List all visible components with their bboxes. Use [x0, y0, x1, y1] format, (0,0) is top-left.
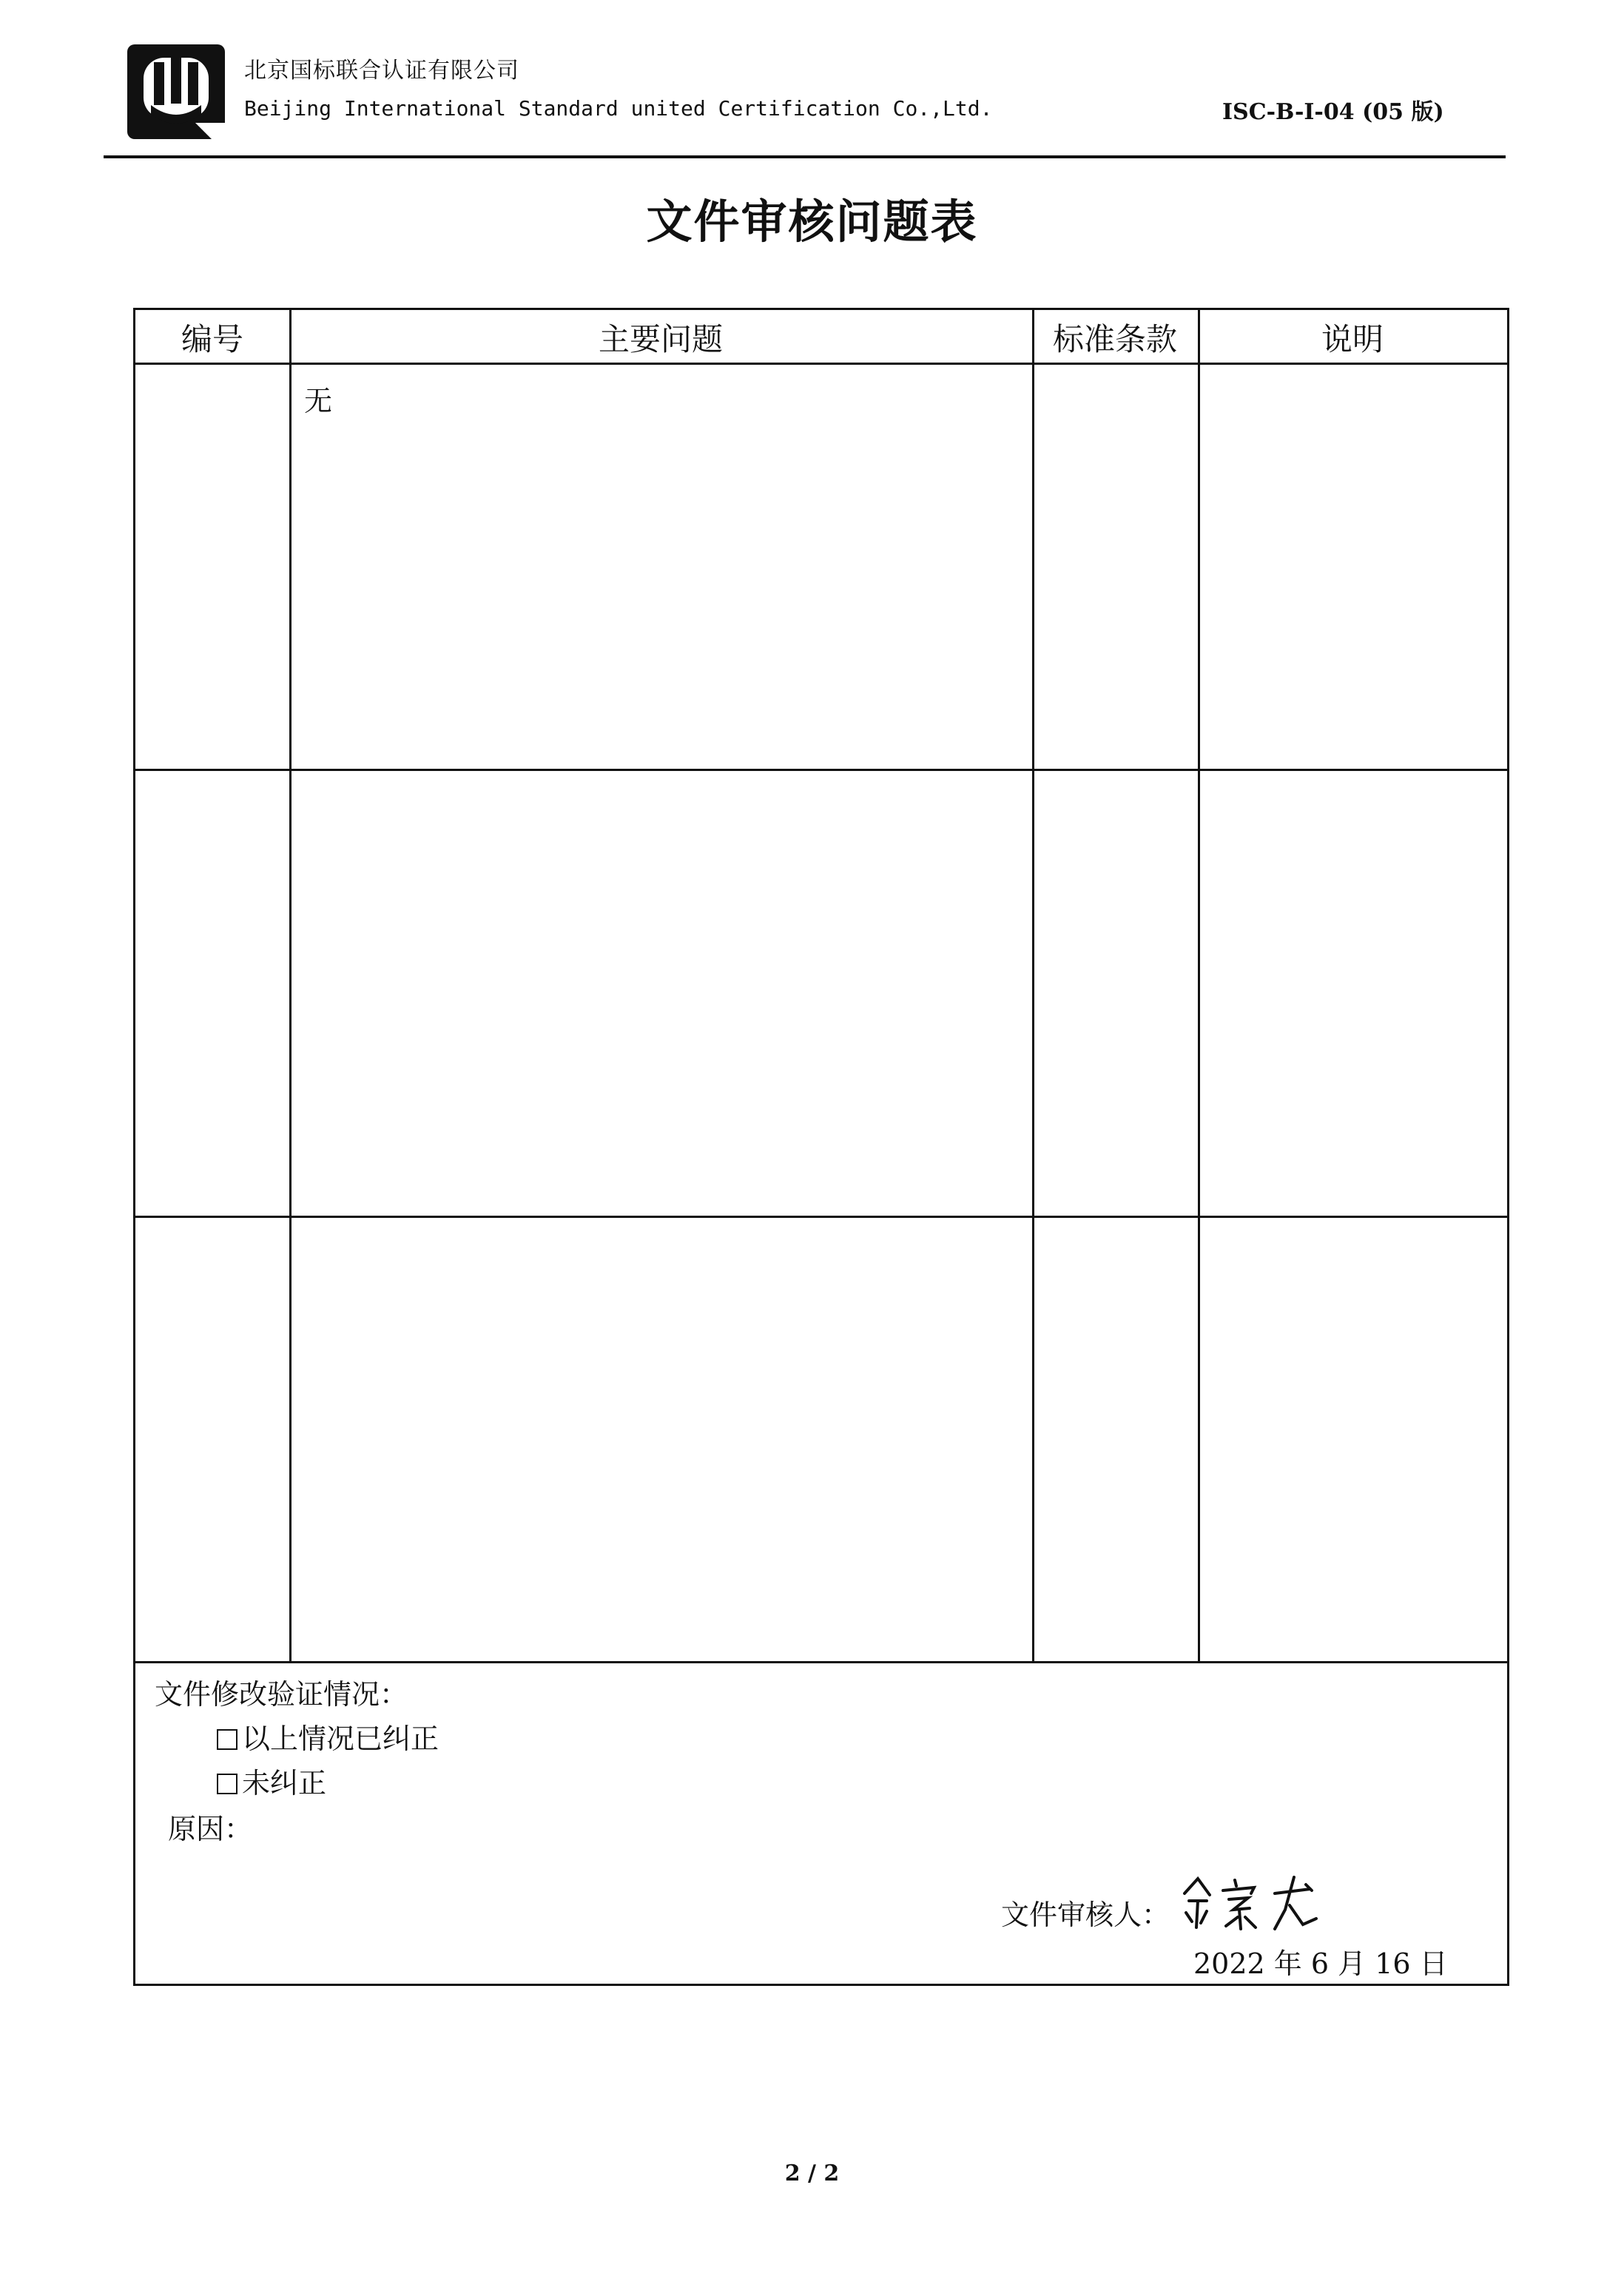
review-date: 2022 年 6 月 16 日 [1193, 1947, 1448, 1980]
column-header-issue: 主要问题 [598, 321, 723, 357]
checkbox-corrected[interactable] [217, 1729, 237, 1750]
row-divider [135, 1216, 1507, 1218]
header-rule [104, 155, 1506, 158]
company-name-cn: 北京国标联合认证有限公司 [244, 58, 519, 84]
reason-label: 原因： [168, 1813, 253, 1845]
reviewer-label: 文件审核人： [1001, 1899, 1170, 1931]
reviewer-signature [1171, 1864, 1334, 1938]
column-header-clause: 标准条款 [1052, 321, 1177, 357]
row-divider [135, 769, 1507, 771]
column-divider [1032, 310, 1034, 1663]
column-divider [1198, 310, 1200, 1663]
option-corrected-label: 以上情况已纠正 [242, 1723, 439, 1755]
column-divider [289, 310, 292, 1663]
row-divider [135, 1661, 1507, 1663]
column-header-note: 说明 [1321, 321, 1384, 357]
option-corrected[interactable] [217, 1716, 439, 1757]
company-name-en: Beijing International Standard united Certification Co.,Ltd. [244, 96, 993, 121]
option-not-corrected[interactable] [217, 1760, 326, 1801]
checkbox-not-corrected[interactable] [217, 1774, 237, 1794]
document-code: ISC-B-I-04 (05 版) [1222, 99, 1444, 125]
issue-table [133, 308, 1509, 1986]
verification-heading: 文件修改验证情况： [155, 1678, 408, 1711]
page-title: 文件审核问题表 [646, 195, 978, 249]
page-number: 2 / 2 [784, 2161, 840, 2186]
table-row-issue: 无 [304, 385, 333, 417]
column-header-number: 编号 [181, 321, 243, 357]
option-not-corrected-label: 未纠正 [242, 1767, 327, 1799]
company-logo [124, 41, 228, 142]
